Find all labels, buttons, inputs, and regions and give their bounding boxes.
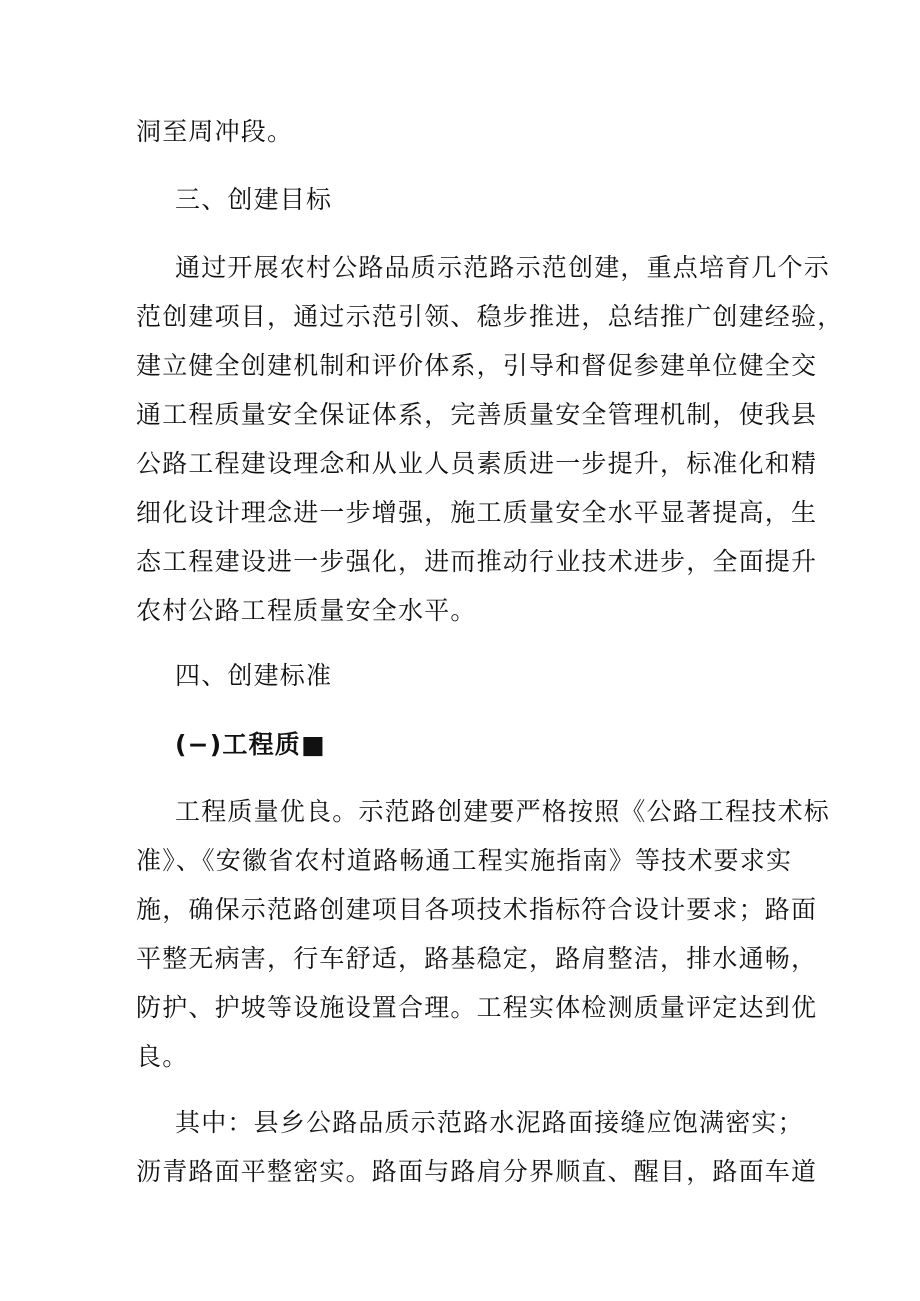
paragraph-line: 通工程质量安全保证体系，完善质量安全管理机制，使我县 [136, 400, 818, 429]
paragraph-line: 防护、护坡等设施设置合理。工程实体检测质量评定达到优 [136, 993, 818, 1022]
paragraph-line: 农村公路工程质量安全水平。 [136, 596, 477, 625]
paragraph-line: 沥青路面平整密实。路面与路肩分界顺直、醒目，路面车道 [136, 1157, 818, 1186]
paragraph-line: 细化设计理念进一步增强，施工质量安全水平显著提高，生 [136, 498, 818, 527]
paragraph-line: 公路工程建设理念和从业人员素质进一步提升，标准化和精 [136, 449, 818, 478]
section-heading-standards: 四、创建标准 [175, 661, 333, 690]
paragraph-line: 建立健全创建机制和评价体系，引导和督促参建单位健全交 [136, 351, 818, 380]
paragraph-line: 其中：县乡公路品质示范路水泥路面接缝应饱满密实； [175, 1108, 804, 1137]
paragraph-line: 良。 [136, 1042, 189, 1071]
paragraph-line: 平整无病害，行车舒适，路基稳定，路肩整洁，排水通畅， [136, 944, 818, 973]
paragraph-line: 态工程建设进一步强化，进而推动行业技术进步，全面提升 [136, 547, 818, 576]
paragraph-line: 准》、《安徽省农村道路畅通工程实施指南》等技术要求实 [136, 846, 793, 875]
paragraph-line: 通过开展农村公路品质示范路示范创建，重点培育几个示 [175, 253, 831, 282]
section-heading-goals: 三、创建目标 [175, 185, 333, 214]
subsection-heading: (−)工程质■ [175, 730, 326, 759]
paragraph-line: 范创建项目，通过示范引领、稳步推进，总结推广创建经验， [136, 302, 844, 331]
paragraph-line: 工程质量优良。示范路创建要严格按照《公路工程技术标 [175, 797, 831, 826]
paragraph-line: 施，确保示范路创建项目各项技术指标符合设计要求；路面 [136, 895, 818, 924]
fragment-line: 洞至周冲段。 [136, 117, 294, 146]
